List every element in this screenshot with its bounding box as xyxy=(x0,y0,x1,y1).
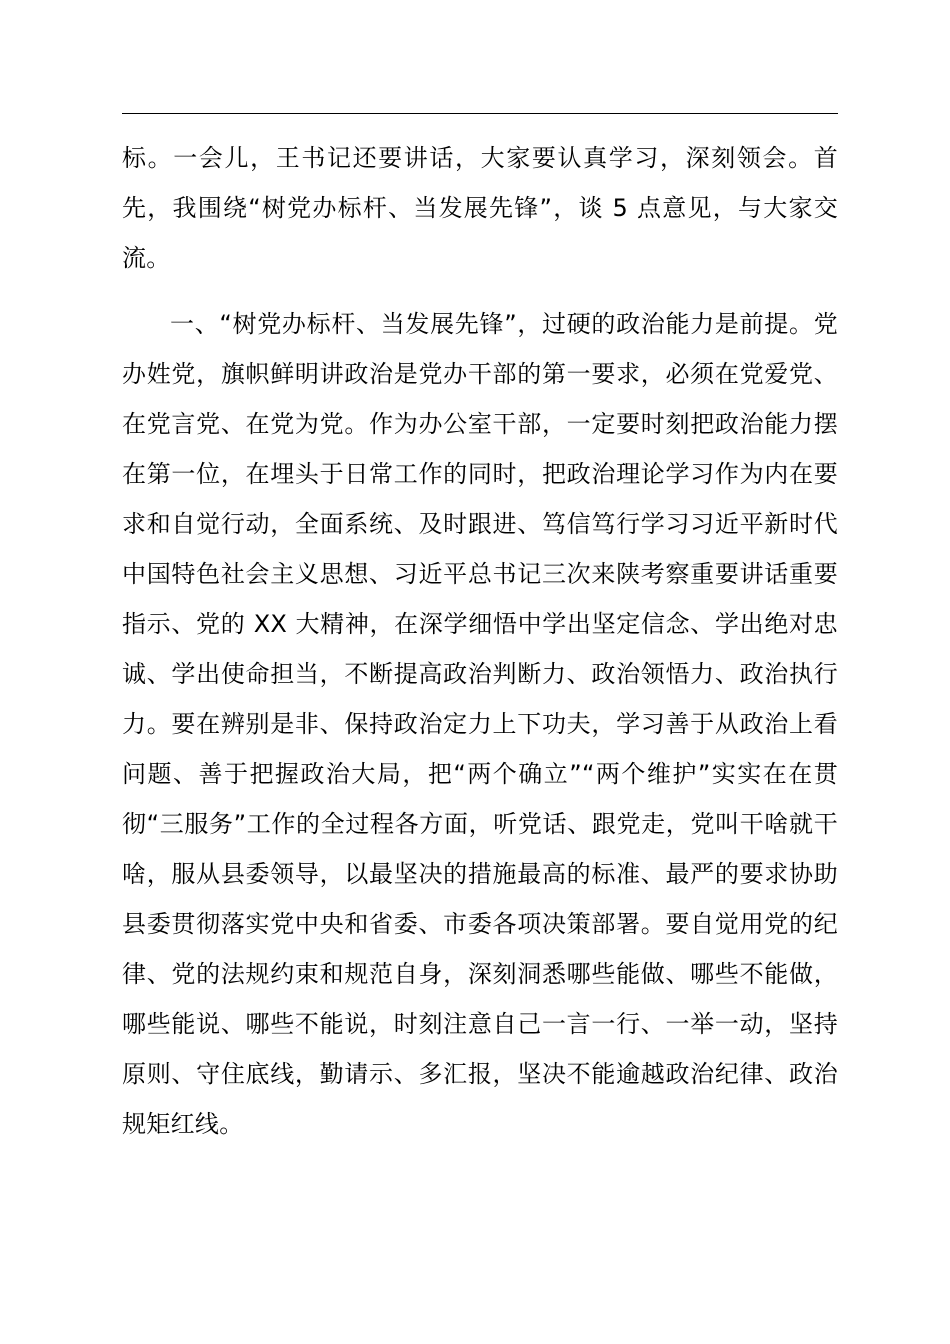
document-body xyxy=(122,133,838,1149)
paragraph-gap xyxy=(122,283,838,299)
paragraph-continuation: 标。一会儿，王书记还要讲话，大家要认真学习，深刻领会。首先，我围绕“树党办标杆、当发展先锋”，谈 5 点意见，与大家交流。 xyxy=(122,144,838,272)
paragraph-section-one: 一、“树党办标杆、当发展先锋”，过硬的政治能力是前提。党办姓党，旗帜鲜明讲政治是党办干部的第一要求，必须在党爱党、在党言党、在党为党。作为办公室干部，一定要时刻把政治能力摆在第一位，在埋头于日常工作的同时，把政治理论学习作为内在要求和自觉行动，全面系统、及时跟进、笃信笃行学习习近平新时代中国特色社会主义思想、习近平总书记三次来陕考察重要讲话重要指示、党的 XX 大精神，在深学细悟中学出坚定信念、学出绝对忠诚、学出使命担当，不断提高政治判断力、政治领悟力、政治执行力。要在辨别是非、保持政治定力上下功夫，学习善于从政治上看问题、善于把握政治大局，把“两个确立”“两个维护”实实在在贯彻“三服务”工作的全过程各方面，听党话、跟党走，党叫干啥就干啥，服从县委领导，以最坚决的措施最高的标准、最严的要求协助县委贯彻落实党中央和省委、市委各项决策部署。要自觉用党的纪律、党的法规约束和规范自身，深刻洞悉哪些能做、哪些不能做，哪些能说、哪些不能说，时刻注意自己一言一行、一举一动，坚持原则、守住底线，勤请示、多汇报，坚决不能逾越政治纪律、政治规矩红线。 xyxy=(122,310,838,1138)
header-rule xyxy=(122,113,838,114)
